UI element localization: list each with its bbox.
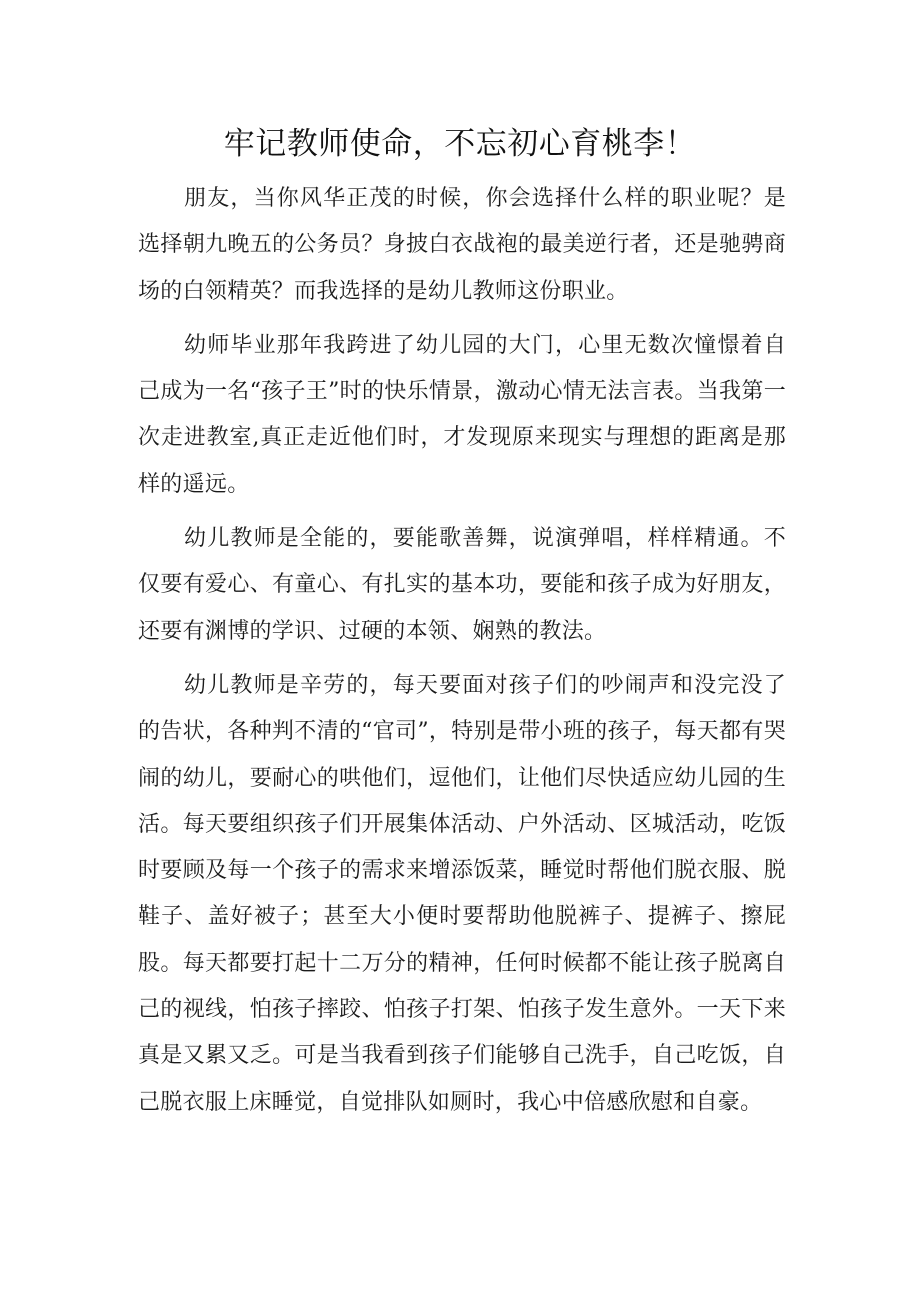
paragraph-2: 幼师毕业那年我跨进了幼儿园的大门，心里无数次憧憬着自己成为一名“孩子王”时的快乐情景，激动心情无法言表。当我第一次走进教室,真正走近他们时，才发现原来现实与理想的距离是那样的遥远。 bbox=[138, 332, 786, 497]
document-body bbox=[138, 176, 786, 1134]
paragraph-3: 幼儿教师是全能的，要能歌善舞，说演弹唱，样样精通。不仅要有爱心、有童心、有扎实的基本功，要能和孩子成为好朋友，还要有渊博的学识、过硬的本领、娴熟的教法。 bbox=[138, 526, 786, 644]
paragraph-1: 朋友，当你风华正茂的时候，你会选择什么样的职业呢？是选择朝九晚五的公务员？身披白衣战袍的最美逆行者，还是驰骋商场的白领精英？而我选择的是幼儿教师这份职业。 bbox=[138, 186, 786, 304]
paragraph-4: 幼儿教师是辛劳的，每天要面对孩子们的吵闹声和没完没了的告状，各种判不清的“官司”，特别是带小班的孩子，每天都有哭闹的幼儿，要耐心的哄他们，逗他们，让他们尽快适应幼儿园的生活。每天要组织孩子们开展集体活动、户外活动、区城活动，吃饭时要顾及每一个孩子的需求来增添饭菜，睡觉时帮他们脱衣服、脱鞋子、盖好被子；甚至大小便时要帮助他脱裤子、提裤子、擦屁股。每天都要打起十二万分的精神，任何时候都不能让孩子脱离自己的视线，怕孩子摔跤、怕孩子打架、怕孩子发生意外。一天下来真是又累又乏。可是当我看到孩子们能够自己洗手，自己吃饭，自己脱衣服上床睡觉，自觉排队如厕时，我心中倍感欣慰和自豪。 bbox=[138, 672, 786, 1115]
document-title: 牢记教师使命，不忘初心育桃李！ bbox=[223, 126, 697, 162]
